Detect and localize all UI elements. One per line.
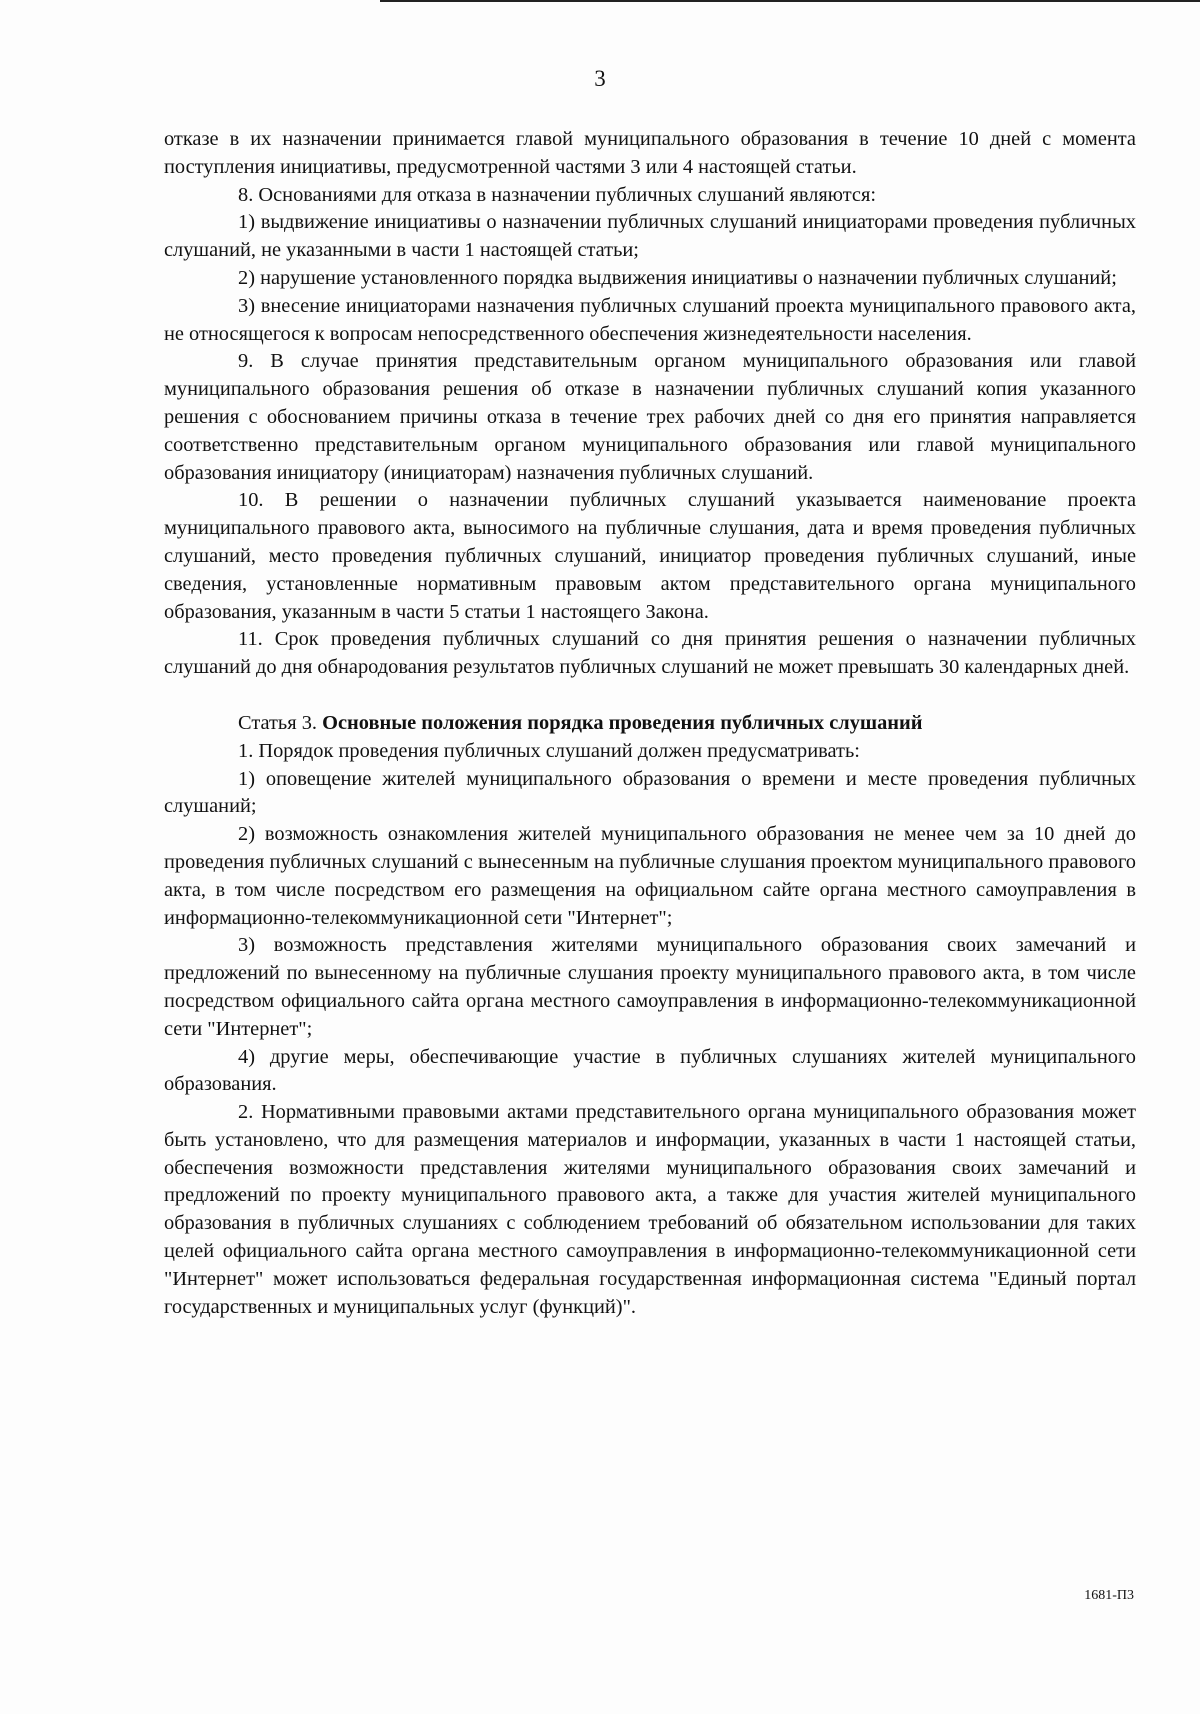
- document-code: 1681-П3: [1084, 1588, 1134, 1603]
- document-body: [164, 126, 1136, 1321]
- article-3-paragraph-1-1: 1) оповещение жителей муниципального образования о времени и месте проведения публичных слушаний;: [164, 767, 1136, 818]
- paragraph-continuation: отказе в их назначении принимается главой муниципального образования в течение 10 дней с момента поступления инициативы, предусмотренной частями 3 или 4 настоящей статьи.: [164, 128, 1136, 178]
- page-number: 3: [594, 66, 606, 91]
- article-3-paragraph-1-2: 2) возможность ознакомления жителей муниципального образования не менее чем за 10 дней до проведения публичных слушаний с вынесенным на публичные слушания проектом муниципального правового акта, в том числе посредством его размещения на официальном сайте органа местного самоуправления в информационно-телекоммуникационной сети "Интернет";: [164, 823, 1136, 929]
- paragraph-item-8: 8. Основаниями для отказа в назначении публичных слушаний являются:: [238, 183, 877, 206]
- article-3-prefix: Статья 3.: [238, 711, 323, 734]
- paragraph-item-8-3: 3) внесение инициаторами назначения публичных слушаний проекта муниципального правового акта, не относящегося к вопросам непосредственного обеспечения жизнедеятельности населения.: [164, 294, 1136, 345]
- paragraph-item-10: 10. В решении о назначении публичных слушаний указывается наименование проекта муниципального правового акта, выносимого на публичные слушания, дата и время проведения публичных слушаний, место проведения публичных слушаний, инициатор проведения публичных слушаний, иные сведения, установленные нормативным правовым актом представительного органа муниципального образования, указанным в части 5 статьи 1 настоящего Закона.: [164, 489, 1136, 623]
- paragraph-item-11: 11. Срок проведения публичных слушаний со дня принятия решения о назначении публичных слушаний до дня обнародования результатов публичных слушаний не может превышать 30 календарных дней.: [164, 628, 1136, 679]
- paragraph-item-8-2: 2) нарушение установленного порядка выдвижения инициативы о назначении публичных слушаний;: [238, 266, 1117, 289]
- top-border-line: [380, 0, 1200, 2]
- article-3-paragraph-1: 1. Порядок проведения публичных слушаний должен предусматривать:: [238, 739, 860, 762]
- article-3-paragraph-1-3: 3) возможность представления жителями муниципального образования своих замечаний и предложений по вынесенному на публичные слушания проекту муниципального правового акта, в том числе посредством официального сайта органа местного самоуправления в информационно-телекоммуникационной сети "Интернет";: [164, 934, 1136, 1040]
- paragraph-item-9: 9. В случае принятия представительным органом муниципального образования или главой муниципального образования решения об отказе в назначении публичных слушаний копия указанного решения с обоснованием причины отказа в течение трех рабочих дней со дня его принятия направляется соответственно представительным органом муниципального образования или главой муниципального образования инициатору (инициаторам) назначения публичных слушаний.: [164, 350, 1136, 484]
- article-3-paragraph-2: 2. Нормативными правовыми актами представительного органа муниципального образования может быть установлено, что для размещения материалов и информации, указанных в части 1 настоящей статьи, обеспечения возможности представления жителями муниципального образования своих замечаний и предложений по проекту муниципального правового акта, а также для участия жителей муниципального образования в публичных слушаниях с соблюдением требований об обязательном использовании для таких целей официального сайта органа местного самоуправления в информационно-телекоммуникационной сети "Интернет" может использоваться федеральная государственная информационная система "Единый портал государственных и муниципальных услуг (функций)".: [164, 1101, 1136, 1318]
- article-3-paragraph-1-4: 4) другие меры, обеспечивающие участие в публичных слушаниях жителей муниципального образования.: [164, 1045, 1136, 1096]
- article-3-title: Основные положения порядка проведения публичных слушаний: [322, 711, 923, 734]
- paragraph-item-8-1: 1) выдвижение инициативы о назначении публичных слушаний инициаторами проведения публичных слушаний, не указанными в части 1 настоящей статьи;: [164, 211, 1136, 262]
- article-3-heading: [164, 710, 1136, 738]
